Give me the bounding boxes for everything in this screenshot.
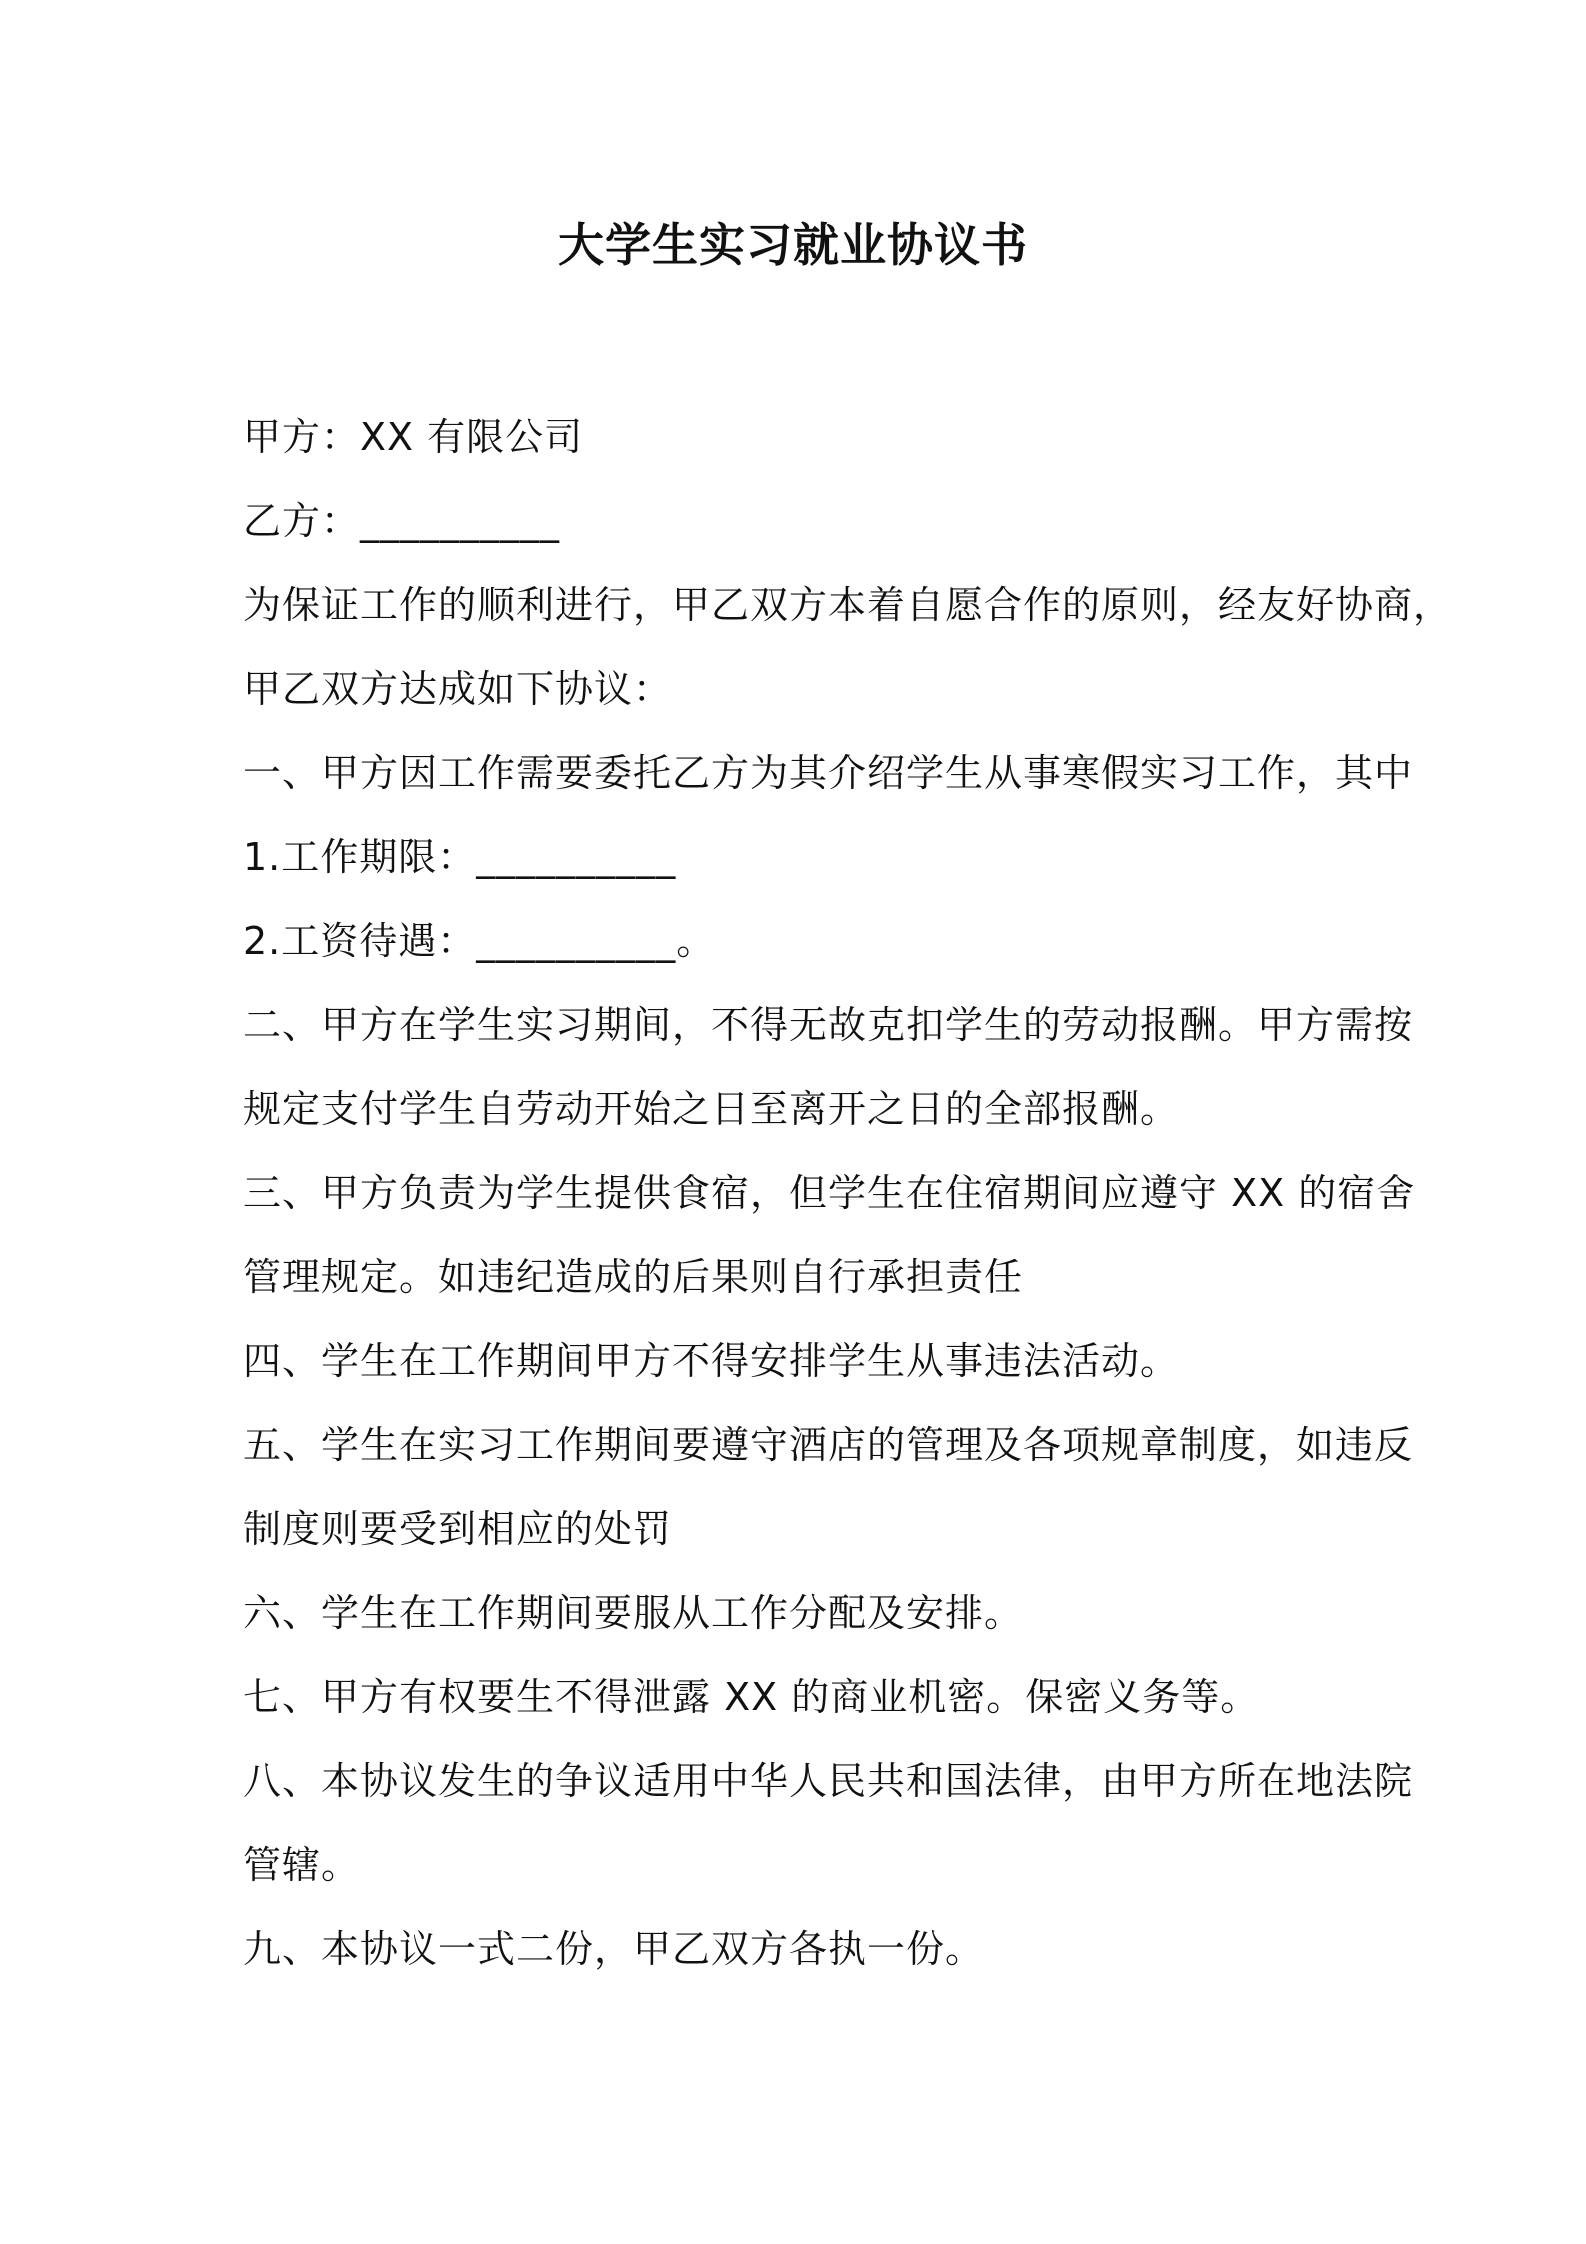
clause-1-line-1: 一、甲方因工作需要委托乙方为其介绍学生从事寒假实习工作，其中 <box>243 751 1414 795</box>
clause-1-term-line: 1.工作期限：__________ <box>243 835 677 879</box>
clause-3-line-2: 管理规定。如违纪造成的后果则自行承担责任 <box>243 1255 1024 1299</box>
clause-8-line-2: 管辖。 <box>243 1843 361 1887</box>
clause-1-wage-line: 2.工资待遇：__________。 <box>243 919 716 963</box>
clause-8-line-1: 八、本协议发生的争议适用中华人民共和国法律，由甲方所在地法院 <box>243 1759 1414 1803</box>
clause-5-line-1: 五、学生在实习工作期间要遵守酒店的管理及各项规章制度，如违反 <box>243 1423 1414 1467</box>
party-a-line: 甲方：XX 有限公司 <box>243 415 584 459</box>
clause-9-line: 九、本协议一式二份，甲乙双方各执一份。 <box>243 1927 985 1971</box>
clause-2-line-2: 规定支付学生自劳动开始之日至离开之日的全部报酬。 <box>243 1087 1180 1131</box>
clause-6-line: 六、学生在工作期间要服从工作分配及安排。 <box>243 1591 1024 1635</box>
intro-line-1: 为保证工作的顺利进行，甲乙双方本着自愿合作的原则，经友好协商， <box>243 583 1453 627</box>
intro-line-2: 甲乙双方达成如下协议： <box>243 667 673 711</box>
clause-4-line: 四、学生在工作期间甲方不得安排学生从事违法活动。 <box>243 1339 1180 1383</box>
party-b-line: 乙方：__________ <box>243 499 561 543</box>
clause-5-line-2: 制度则要受到相应的处罚 <box>243 1507 673 1551</box>
document-title: 大学生实习就业协议书 <box>558 218 1028 272</box>
clause-3-line-1: 三、甲方负责为学生提供食宿，但学生在住宿期间应遵守 XX 的宿舍 <box>243 1171 1416 1215</box>
clause-2-line-1: 二、甲方在学生实习期间，不得无故克扣学生的劳动报酬。甲方需按 <box>243 1003 1414 1047</box>
clause-7-line: 七、甲方有权要生不得泄露 XX 的商业机密。保密义务等。 <box>243 1675 1260 1719</box>
